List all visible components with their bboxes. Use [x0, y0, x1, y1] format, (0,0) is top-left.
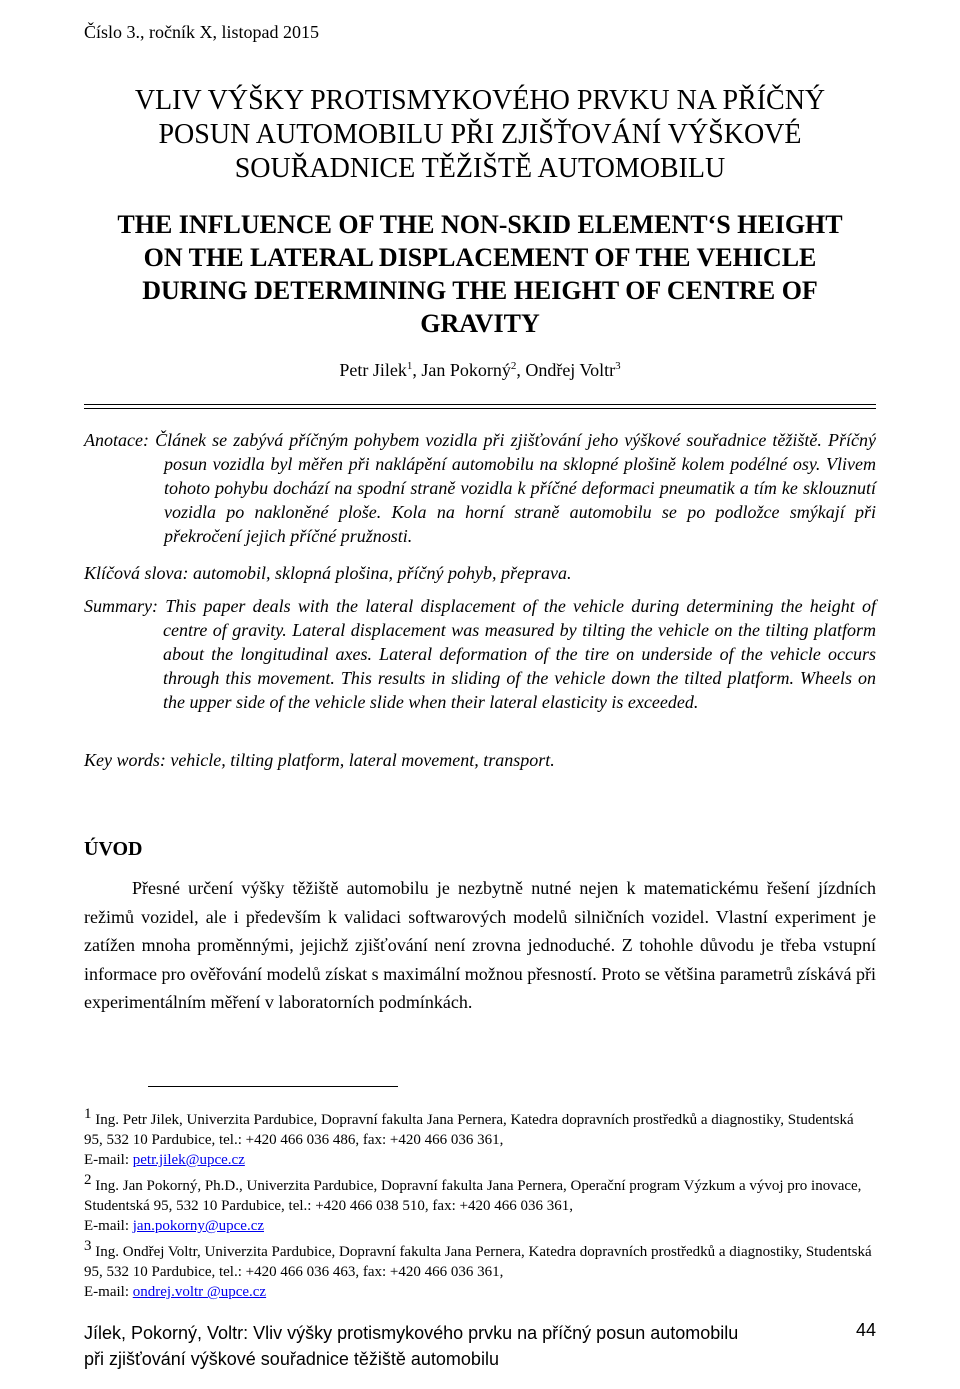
title-cz-line: POSUN AUTOMOBILU PŘI ZJIŠŤOVÁNÍ VÝŠKOVÉ: [158, 119, 802, 150]
footnote-text: Ing. Ondřej Voltr, Univerzita Pardubice, Dopravní fakulta Jana Pernera, Katedra dopravních prostředků a diagnostiky, Studentská 95, 532 10 Pardubice, tel.: +420 466 036 463, fax: +420 466 036 361,: [84, 1244, 872, 1280]
summary-text: This paper deals with the lateral displacement of the vehicle during determining the height of centre of gravity. Lateral displacement was measured by tilting the vehicle on the tilting platform about the longitudinal axes. Lateral deformation of the tire on underside of the vehicle occurs through this movement. This results in sliding of the vehicle down the tilted platform. Wheels on the upper side of the vehicle slide when their lateral elasticity is exceeded.: [163, 596, 877, 712]
keywords-czech: Klíčová slova: automobil, sklopná plošina, příčný pohyb, přeprava.: [84, 563, 572, 583]
title-czech: [84, 84, 876, 186]
title-en-line: ON THE LATERAL DISPLACEMENT OF THE VEHICLE: [143, 243, 817, 272]
title-english: [84, 208, 876, 340]
issue-header: Číslo 3., ročník X, listopad 2015: [84, 22, 319, 42]
email-link[interactable]: ondrej.voltr @upce.cz: [132, 1284, 267, 1300]
author-separator: ,: [412, 360, 422, 380]
anotace-paragraph: [84, 428, 876, 548]
intro-paragraph: Přesné určení výšky těžiště automobilu je nezbytně nutné nejen k matematickému řešení jízdních režimů vozidel, ale i především k validaci softwarových modelů silničních vozidel. Vlastní experiment je zatížen mnoha proměnnými, jejichž zjišťování není zrovna jednoduché. Z tohohle důvodu je třeba vstupní informace pro ověřování modelů získat s maximální možnou přesností. Proto se většina parametrů získává při experimentálním měření v laboratorních podmínkách.: [84, 878, 876, 1012]
author-name: Ondřej Voltr: [525, 360, 616, 380]
author-list: [84, 360, 876, 381]
footnote-text: Ing. Petr Jilek, Univerzita Pardubice, Dopravní fakulta Jana Pernera, Katedra dopravních prostředků a diagnostiky, Studentská 95, 532 10 Pardubice, tel.: +420 466 036 486, fax: +420 466 036 361,: [84, 1112, 854, 1148]
footnote-item: [84, 1104, 876, 1170]
email-link[interactable]: petr.jilek@upce.cz: [132, 1152, 245, 1168]
title-en-line: THE INFLUENCE OF THE NON-SKID ELEMENT‘S HEIGHT: [117, 210, 843, 239]
author-affiliation-mark: 1: [406, 360, 413, 372]
footer-line: při zjišťování výškové souřadnice těžiště automobilu: [84, 1349, 499, 1369]
footnote-email-label: E-mail:: [84, 1152, 133, 1168]
footer-line: Jílek, Pokorný, Voltr: Vliv výšky protismykového prvku na příčný posun automobilu: [84, 1323, 739, 1343]
anotace-text-block: [84, 428, 876, 548]
page-footer: [84, 1320, 876, 1372]
keywords-english: Key words: vehicle, tilting platform, lateral movement, transport.: [84, 750, 555, 770]
footnote-email-label: E-mail:: [84, 1218, 133, 1234]
footnote-email-label: E-mail:: [84, 1284, 133, 1300]
summary-paragraph: [84, 594, 876, 714]
anotace-text: Článek se zabývá příčným pohybem vozidla při zjišťování jeho výškové souřadnice těžiště. Příčný posun vozidla byl měřen při naklápění automobilu na sklopné plošině kolem podélné osy. Vlivem tohoto pohybu dochází na spodní straně vozidla k příčné deformaci pneumatik a tím ke sklouznutí vozidla po nakloněné ploše. Kola na horní straně automobilu se po podložce smýkají při překročení jejich příčné pružnosti.: [155, 430, 876, 546]
author-affiliation-mark: 2: [510, 360, 517, 372]
title-cz-line: VLIV VÝŠKY PROTISMYKOVÉHO PRVKU NA PŘÍČNÝ: [134, 85, 826, 116]
page-number: 44: [855, 1320, 876, 1340]
footnote-item: [84, 1170, 876, 1236]
author-affiliation-mark: 3: [615, 360, 621, 372]
summary-label: Summary:: [84, 596, 158, 616]
author-name: Petr Jilek: [339, 360, 407, 380]
double-rule-top: [84, 404, 876, 405]
anotace-label: Anotace:: [84, 430, 149, 450]
footnote-text: Ing. Jan Pokorný, Ph.D., Univerzita Pardubice, Dopravní fakulta Jana Pernera, Operační program Výzkum a vývoj pro inovace, Studentská 95, 532 10 Pardubice, tel.: +420 466 038 510, fax: +420 466 036 361,: [84, 1178, 862, 1214]
author-separator: ,: [516, 360, 526, 380]
double-rule-bottom: [84, 408, 876, 409]
title-en-line: GRAVITY: [420, 309, 540, 338]
email-link[interactable]: jan.pokorny@upce.cz: [132, 1218, 265, 1234]
footnote-separator: [148, 1086, 398, 1087]
footnotes: [84, 1104, 876, 1302]
footnote-number: 3: [84, 1238, 92, 1254]
section-title-intro: ÚVOD: [84, 838, 143, 860]
author-name: Jan Pokorný: [421, 360, 511, 380]
footnote-number: 2: [84, 1172, 92, 1188]
footnote-item: [84, 1236, 876, 1302]
title-cz-line: SOUŘADNICE TĚŽIŠTĚ AUTOMOBILU: [234, 153, 726, 184]
title-en-line: DURING DETERMINING THE HEIGHT OF CENTRE OF: [142, 276, 818, 305]
footnote-number: 1: [84, 1106, 92, 1122]
